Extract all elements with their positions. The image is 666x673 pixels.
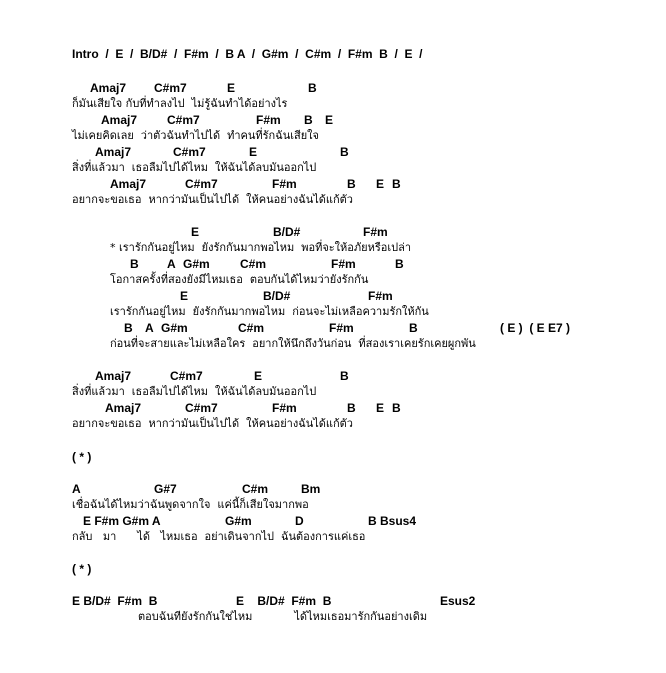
- chord: B/D#: [263, 289, 291, 303]
- chord: Esus2: [440, 594, 476, 608]
- lyric-line: อยากจะขอเธอ หากว่ามันเป็นไปได้ ให้คนอย่างฉันได้แก้ตัว: [72, 417, 353, 430]
- chord: E: [376, 177, 385, 191]
- chord: G#m: [225, 514, 252, 528]
- chord: F#m: [368, 289, 393, 303]
- chord: B: [124, 321, 133, 335]
- chord-line: [0, 114, 666, 128]
- chord: B: [340, 145, 349, 159]
- chord: C#m7: [185, 177, 218, 191]
- chord: B: [409, 321, 418, 335]
- chord: F#m: [329, 321, 354, 335]
- chord: F#m: [331, 257, 356, 271]
- chord: G#m: [183, 257, 210, 271]
- lyric-line: ก็มันเสียใจ กับที่ทำลงไป ไม่รู้ฉันทำได้อย่างไร: [72, 97, 288, 110]
- chord: A: [72, 482, 81, 496]
- chord: E B/D# F#m B: [236, 594, 332, 608]
- chord-line: [0, 178, 666, 192]
- lyric-line: เชื่อฉันได้ไหมว่าฉันพูดจากใจ แค่นี้ก็เสียใจมากพอ: [72, 498, 309, 511]
- chord-line: [0, 370, 666, 384]
- chord: G#7: [154, 482, 177, 496]
- chord: Amaj7: [95, 145, 132, 159]
- lyric-line: ไม่เคยคิดเลย ว่าตัวฉันทำไปได้ ทำคนที่รักฉันเสียใจ: [72, 129, 319, 142]
- chord: E: [191, 225, 200, 239]
- chord: B/D#: [273, 225, 301, 239]
- chord: F#m: [272, 401, 297, 415]
- chord-line: [0, 290, 666, 304]
- chord: Amaj7: [90, 81, 127, 95]
- chord-line: [0, 226, 666, 240]
- chord: E: [325, 113, 334, 127]
- chord-line: [0, 515, 666, 529]
- chord: B: [395, 257, 404, 271]
- chord-line: [0, 483, 666, 497]
- chord: B: [347, 401, 356, 415]
- chord: B: [392, 401, 401, 415]
- lyric-line: เรารักกันอยู่ไหม ยังรักกันมากพอไหม ก่อนจะไม่เหลือความรักให้กัน: [110, 305, 429, 318]
- chord: E F#m G#m A: [83, 514, 161, 528]
- lyric-line: กลับ มา ได้ ไหมเธอ อย่าเดินจากไป ฉันต้องการแค่เธอ: [72, 530, 366, 543]
- lyric-line: อยากจะขอเธอ หากว่ามันเป็นไปได้ ให้คนอย่างฉันได้แก้ตัว: [72, 193, 353, 206]
- chord-line: [0, 258, 666, 272]
- chord-line: [0, 402, 666, 416]
- chord: Bm: [301, 482, 321, 496]
- chord: Amaj7: [110, 177, 147, 191]
- lyric-line: สิ่งที่แล้วมา เธอลืมไปได้ไหม ให้ฉันได้ลบมันออกไป: [72, 385, 317, 398]
- chord: B: [130, 257, 139, 271]
- chord: A: [167, 257, 176, 271]
- lyric-line: ตอบฉันทียังรักกันใช่ไหม ได้ไหมเธอมารักกันอย่างเดิม: [138, 610, 428, 623]
- chord: Amaj7: [105, 401, 142, 415]
- chord: C#m7: [185, 401, 218, 415]
- intro-line: Intro / E / B/D# / F#m / B A / G#m / C#m / F#m B / E /: [72, 47, 423, 61]
- chord: B: [304, 113, 313, 127]
- chord: E: [254, 369, 263, 383]
- chord: B: [340, 369, 349, 383]
- repeat-marker: ( * ): [72, 562, 92, 576]
- chord: C#m7: [154, 81, 187, 95]
- chord-line: [0, 322, 666, 336]
- chord: E: [180, 289, 189, 303]
- lyric-line: สิ่งที่แล้วมา เธอลืมไปได้ไหม ให้ฉันได้ลบมันออกไป: [72, 161, 317, 174]
- chord: F#m: [272, 177, 297, 191]
- chord: B Bsus4: [368, 514, 417, 528]
- chord: C#m7: [167, 113, 200, 127]
- chord-line: [0, 82, 666, 96]
- repeat-marker: ( * ): [72, 450, 92, 464]
- chord: ( E ) ( E E7 ): [500, 321, 571, 335]
- chord: C#m: [238, 321, 265, 335]
- chord: C#m: [242, 482, 269, 496]
- chord: C#m7: [170, 369, 203, 383]
- chord: D: [295, 514, 304, 528]
- chord-line: [0, 595, 666, 609]
- lyric-line: * เรารักกันอยู่ไหม ยังรักกันมากพอไหม พอที่จะให้อภัยหรือเปล่า: [110, 241, 412, 254]
- chord: Amaj7: [101, 113, 138, 127]
- chord: A: [145, 321, 154, 335]
- chord: F#m: [256, 113, 281, 127]
- chord: E B/D# F#m B: [72, 594, 158, 608]
- chord: E: [376, 401, 385, 415]
- chord: C#m7: [173, 145, 206, 159]
- chord: Amaj7: [95, 369, 132, 383]
- chord-line: [0, 146, 666, 160]
- chord: E: [249, 145, 258, 159]
- lyric-line: ก่อนที่จะสายและไม่เหลือใคร อยากให้นึกถึงวันก่อน ที่สองเราเคยรักเคยผูกพัน: [110, 337, 476, 350]
- chord: B: [392, 177, 401, 191]
- lyric-line: โอกาสครั้งที่สองยังมีไหมเธอ ตอบกันได้ไหมว่ายังรักกัน: [110, 273, 369, 286]
- chord: B: [308, 81, 317, 95]
- chord: E: [227, 81, 236, 95]
- chord: F#m: [363, 225, 388, 239]
- chord: G#m: [161, 321, 188, 335]
- chord: C#m: [240, 257, 267, 271]
- chord: B: [347, 177, 356, 191]
